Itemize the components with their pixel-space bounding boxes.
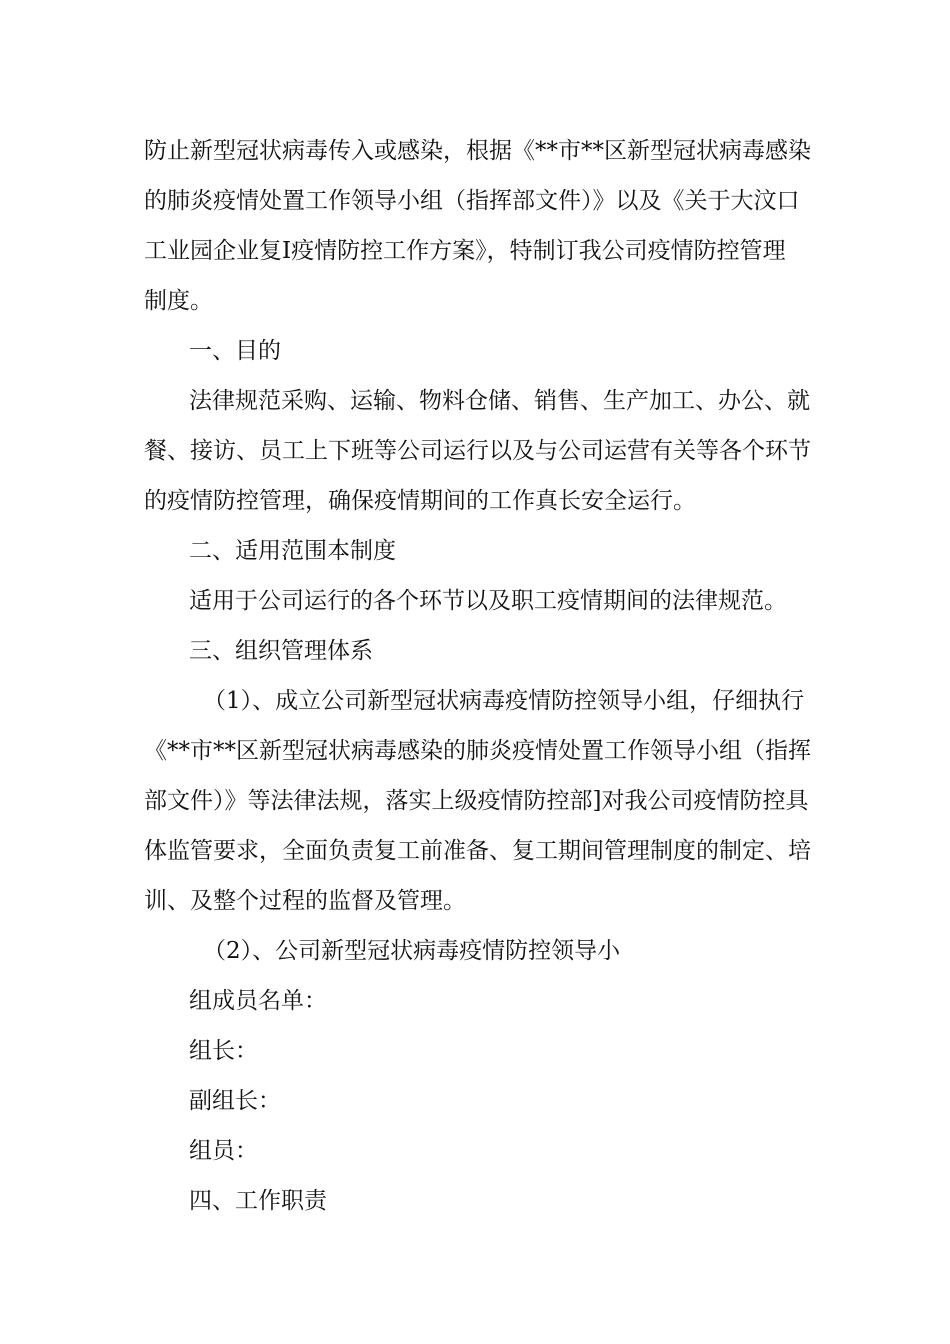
organization-item-1-line-1: （1）、成立公司新型冠状病毒疫情防控领导小组，仔细执行	[203, 688, 805, 714]
purpose-line-3: 的疫情防控管理，确保疫情期间的工作真长安全运行。	[144, 488, 696, 514]
member-list-heading: 组成员名单：	[189, 988, 327, 1014]
organization-item-1-line-4: 体监管要求，全面负责复工前准备、复工期间管理制度的制定、培	[144, 838, 811, 864]
section-heading-duties: 四、工作职责	[189, 1188, 327, 1214]
organization-item-2-line-1: （2）、公司新型冠状病毒疫情防控领导小	[203, 938, 621, 964]
intro-line-1: 防止新型冠状病毒传入或感染，根据《**市**区新型冠状病毒感染	[144, 138, 811, 164]
purpose-line-1: 法律规范采购、运输、物料仓储、销售、生产加工、办公、就	[189, 388, 810, 414]
section-heading-purpose: 一、目的	[189, 338, 281, 364]
section-heading-organization: 三、组织管理体系	[189, 638, 373, 664]
section-heading-scope: 二、适用范围本制度	[189, 538, 396, 564]
organization-item-1-line-2: 《**市**区新型冠状病毒感染的肺炎疫情处置工作领导小组（指挥	[144, 738, 811, 764]
purpose-line-2: 餐、接访、员工上下班等公司运行以及与公司运营有关等各个环节	[144, 438, 811, 464]
intro-line-4: 制度。	[144, 288, 213, 314]
intro-line-3: 工业园企业复I疫情防控工作方案》，特制订我公司疫情防控管理	[144, 238, 786, 264]
scope-line-1: 适用于公司运行的各个环节以及职工疫情期间的法律规范。	[189, 588, 787, 614]
leader-label: 组长：	[189, 1038, 258, 1064]
intro-line-2: 的肺炎疫情处置工作领导小组（指挥部文件）》以及《关于大汶口	[144, 188, 800, 214]
organization-item-1-line-5: 训、及整个过程的监督及管理。	[144, 888, 466, 914]
member-label: 组员：	[189, 1138, 258, 1164]
deputy-leader-label: 副组长：	[189, 1088, 281, 1114]
organization-item-1-line-3: 部文件）》等法律法规，落实上级疫情防控部]对我公司疫情防控具	[144, 788, 809, 814]
